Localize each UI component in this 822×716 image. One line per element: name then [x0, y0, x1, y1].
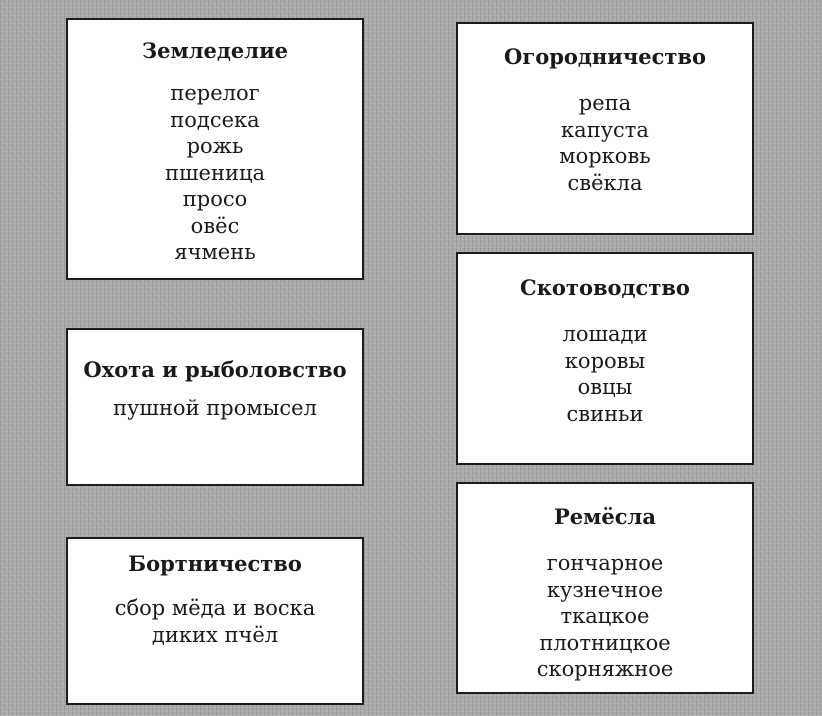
gardening-list: [458, 90, 752, 196]
list-item: подсека: [170, 107, 260, 132]
gardening-title: Огородничество: [504, 44, 706, 69]
list-item: пушной промысел: [113, 396, 317, 420]
list-item: кузнечное: [546, 577, 664, 602]
hunting-fishing-list: [68, 395, 362, 422]
agriculture-title: Земледелие: [141, 38, 288, 63]
hunting-fishing-box: [66, 328, 364, 486]
livestock-title: Скотоводство: [520, 275, 690, 300]
list-item: свёкла: [567, 170, 643, 195]
livestock-list: [458, 321, 752, 427]
list-item: свиньи: [566, 401, 644, 426]
list-item: овцы: [577, 375, 633, 399]
beekeeping-box: [66, 537, 364, 705]
crafts-title: Ремёсла: [554, 504, 656, 529]
list-item: морковь: [559, 144, 651, 168]
list-item: репа: [578, 91, 632, 115]
list-item: ячмень: [174, 240, 256, 264]
list-item: просо: [182, 187, 248, 211]
hunting-fishing-title: Охота и рыболовство: [83, 357, 347, 382]
list-item: плотницкое: [539, 630, 671, 655]
list-item: сбор мёда и воска: [114, 596, 316, 620]
list-item: перелог: [170, 81, 260, 105]
list-item: коровы: [564, 348, 646, 373]
list-item: рожь: [186, 134, 244, 158]
agriculture-list: [68, 80, 362, 266]
list-item: ткацкое: [560, 604, 650, 628]
list-item: скорняжное: [536, 657, 674, 681]
beekeeping-title: Бортничество: [128, 551, 302, 576]
list-item: диких пчёл: [151, 622, 279, 647]
beekeeping-list: [68, 595, 362, 648]
crafts-list: [458, 550, 752, 683]
agriculture-box: [66, 18, 364, 280]
livestock-box: [456, 252, 754, 465]
list-item: капуста: [561, 117, 649, 142]
list-item: лошади: [562, 322, 648, 346]
gardening-box: [456, 22, 754, 235]
list-item: пшеница: [165, 160, 265, 185]
list-item: гончарное: [546, 551, 664, 575]
crafts-box: [456, 482, 754, 694]
list-item: овёс: [190, 213, 240, 238]
